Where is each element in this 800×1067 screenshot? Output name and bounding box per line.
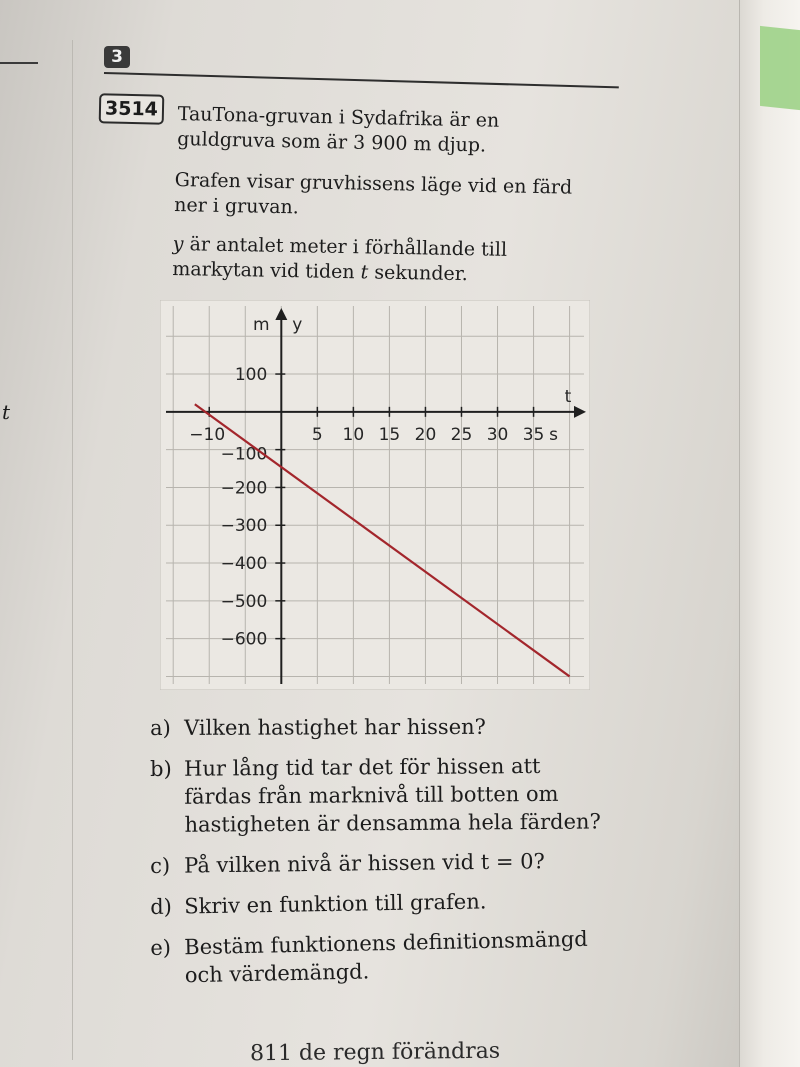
x-tick-label-negative: −10 xyxy=(189,424,226,445)
question-item xyxy=(150,846,670,880)
y-tick-label: 100 xyxy=(234,365,268,386)
chart-svg xyxy=(160,300,590,690)
y-tick-label: −100 xyxy=(220,444,268,465)
problem-description xyxy=(174,168,572,226)
question-text xyxy=(184,712,670,742)
var-line-2-post: sekunder. xyxy=(368,261,468,286)
x-tick-label: 20 xyxy=(414,424,437,445)
question-line: Hur lång tid tar det för hissen att xyxy=(184,753,541,781)
chapter-badge: 3 xyxy=(104,46,130,68)
desc-line-2: ner i gruvan. xyxy=(174,193,300,219)
elevator-position-chart xyxy=(160,300,590,690)
question-text xyxy=(184,846,670,880)
var-line-2-pre: markytan vid tiden xyxy=(172,257,361,284)
question-line: och värdemängd. xyxy=(184,959,370,988)
question-letter: a) xyxy=(150,715,171,740)
question-item xyxy=(150,884,670,921)
question-text xyxy=(184,751,671,839)
question-item xyxy=(150,923,671,990)
var-line-1-rest: är antalet meter i förhållande till xyxy=(183,233,508,261)
question-text xyxy=(184,884,670,920)
question-line: Vilken hastighet har hissen? xyxy=(184,714,486,740)
x-tick-label: 15 xyxy=(378,424,401,445)
question-letter: e) xyxy=(150,935,172,960)
question-letter: d) xyxy=(150,894,173,919)
question-letter: c) xyxy=(150,853,171,878)
question-text xyxy=(184,923,671,989)
x-unit-label: s xyxy=(549,424,558,445)
problem-number: 3514 xyxy=(99,93,165,124)
y-axis-label: y xyxy=(292,315,303,335)
y-tick-label: −500 xyxy=(220,591,268,612)
problem-intro xyxy=(177,102,500,159)
left-margin-letter: t xyxy=(2,400,11,424)
intro-line-1: TauTona-gruvan i Sydafrika är en xyxy=(177,102,500,132)
next-problem-cut-text: 811 de regn förändras xyxy=(249,1038,501,1067)
x-tick-label: 5 xyxy=(311,424,323,445)
question-letter: b) xyxy=(150,756,172,781)
margin-rule xyxy=(72,40,73,1060)
x-tick-label: 35 xyxy=(522,424,545,445)
question-line: hastigheten är densamma hela färden? xyxy=(184,809,601,837)
y-tick-label: −200 xyxy=(220,478,268,499)
x-tick-label: 10 xyxy=(342,424,365,445)
y-tick-label: −400 xyxy=(220,554,268,575)
question-line: På vilken nivå är hissen vid t = 0? xyxy=(184,849,545,878)
variable-definition xyxy=(172,232,507,288)
intro-line-2: guldgruva som är 3 900 m djup. xyxy=(176,127,487,157)
x-tick-label: 25 xyxy=(450,424,473,445)
t-symbol: t xyxy=(360,261,369,284)
var-line-2 xyxy=(172,257,507,288)
question-list xyxy=(150,714,670,1003)
y-unit-label: m xyxy=(253,315,270,335)
question-line: färdas från marknivå till botten om xyxy=(184,781,559,809)
y-tick-label: −600 xyxy=(220,629,268,650)
question-line: Skriv en funktion till grafen. xyxy=(184,889,487,919)
question-item xyxy=(150,712,670,742)
chapter-rule xyxy=(104,72,619,88)
desc-line-1: Grafen visar gruvhissens läge vid en färd xyxy=(174,168,573,199)
left-margin-dash xyxy=(0,62,38,64)
bookmark-tab xyxy=(760,26,800,110)
x-axis-label: t xyxy=(564,386,572,407)
y-symbol: y xyxy=(172,232,184,256)
x-tick-label: 30 xyxy=(486,424,509,445)
page-edge xyxy=(739,0,800,1067)
question-line: Bestäm funktionens definitionsmängd xyxy=(184,926,588,960)
question-item xyxy=(150,751,671,839)
y-tick-label: −300 xyxy=(220,516,268,537)
